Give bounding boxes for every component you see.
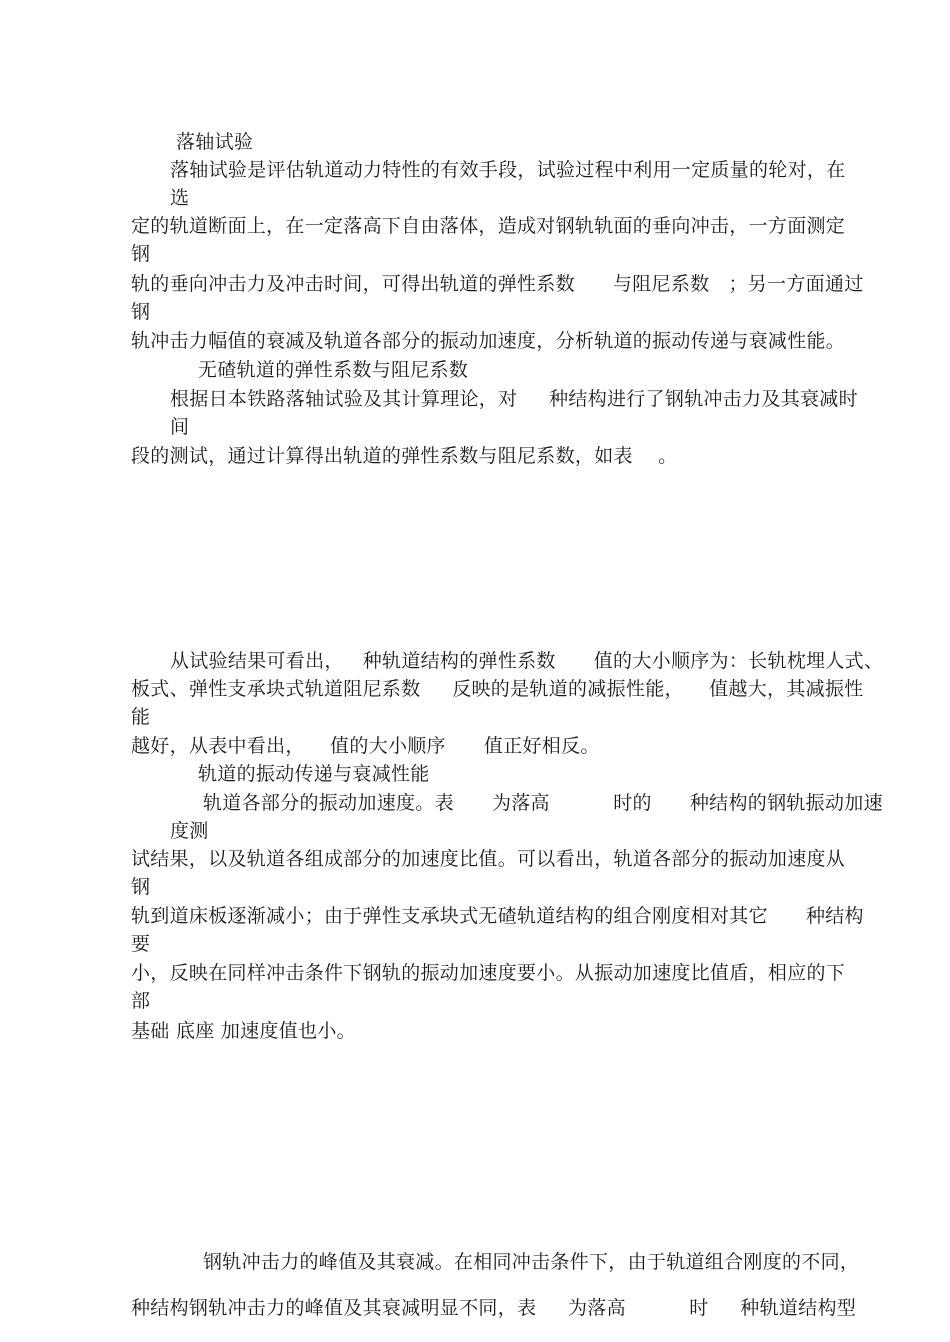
paragraph-line: 试结果，以及轨道各组成部分的加速度比值。可以看出，轨道各部分的振动加速度从 bbox=[131, 848, 846, 870]
paragraph-line: 段的测试，通过计算得出轨道的弹性系数与阻尼系数，如表 。 bbox=[131, 445, 678, 467]
paragraph-line: 小，反映在同样冲击条件下钢轨的振动加速度要小。从振动加速度比值盾，相应的下 bbox=[131, 962, 846, 984]
paragraph-line: 轨的垂向冲击力及冲击时间，可得出轨道的弹性系数 与阻尼系数 ；另一方面通过 bbox=[131, 273, 864, 295]
paragraph-line: 种结构钢轨冲击力的峰值及其衰减明显不同，表 为落高 时 种轨道结构型 bbox=[131, 1297, 857, 1319]
paragraph-line: 根据日本铁路落轴试验及其计算理论，对 种结构进行了钢轨冲击力及其衰减时 bbox=[170, 388, 858, 410]
paragraph-line: 钢 bbox=[131, 301, 151, 323]
paragraph-line: 间 bbox=[170, 416, 190, 438]
paragraph-line: 钢 bbox=[131, 876, 151, 898]
paragraph-line: 落轴试验是评估轨道动力特性的有效手段，试验过程中利用一定质量的轮对，在 bbox=[170, 159, 846, 181]
paragraph-line: 轨道各部分的振动加速度。表 为落高 时的 种结构的钢轨振动加速 bbox=[203, 792, 883, 814]
paragraph-line: 选 bbox=[170, 187, 190, 209]
paragraph-line: 轨冲击力幅值的衰减及轨道各部分的振动加速度，分析轨道的振动传递与衰减性能。 bbox=[131, 330, 846, 352]
paragraph-line: 基础 底座 加速度值也小。 bbox=[131, 1020, 356, 1042]
section-heading: 无碴轨道的弹性系数与阻尼系数 bbox=[198, 359, 469, 381]
paragraph-line: 度测 bbox=[170, 820, 209, 842]
paragraph-line: 定的轨道断面上，在一定落高下自由落体，造成对钢轨轨面的垂向冲击，一方面测定 bbox=[131, 215, 846, 237]
paragraph-line: 能 bbox=[131, 706, 151, 728]
paragraph-line: 从试验结果可看出， 种轨道结构的弹性系数 值的大小顺序为：长轨枕埋人式、 bbox=[170, 650, 884, 672]
paragraph-line: 轨到道床板逐渐减小；由于弹性支承块式无碴轨道结构的组合刚度相对其它 种结构 bbox=[131, 905, 864, 927]
paragraph-line: 钢 bbox=[131, 243, 151, 265]
paragraph-line: 板式、弹性支承块式轨道阻尼系数 反映的是轨道的减振性能， 值越大，其减振性 bbox=[131, 678, 864, 700]
paragraph-line: 钢轨冲击力的峰值及其衰减。在相同冲击条件下，由于轨道组合刚度的不同， bbox=[203, 1251, 860, 1273]
paragraph-line: 越好，从表中看出， 值的大小顺序 值正好相反。 bbox=[131, 735, 600, 757]
paragraph-line: 要 bbox=[131, 933, 151, 955]
paragraph-line: 部 bbox=[131, 990, 151, 1012]
section-heading: 轨道的振动传递与衰减性能 bbox=[198, 763, 430, 785]
section-heading: 落轴试验 bbox=[176, 131, 254, 153]
